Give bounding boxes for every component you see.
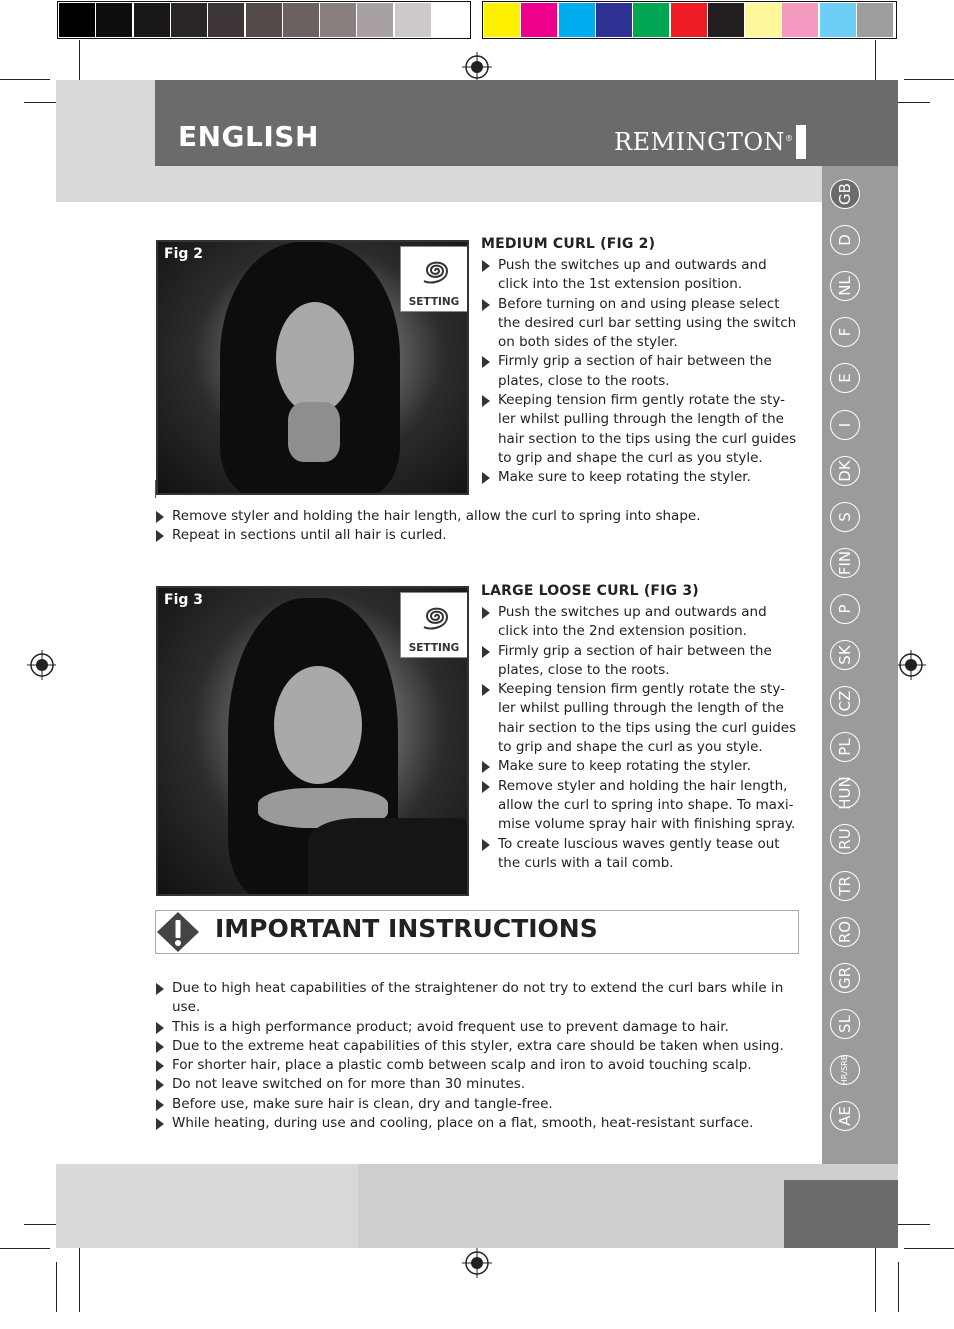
medium-curl-steps-continued bbox=[155, 507, 795, 546]
color-swatch bbox=[484, 3, 520, 37]
language-tab-nl[interactable]: NL bbox=[830, 271, 860, 301]
list-item: Keeping tension firm gently rotate the sty-ler whilst pulling through the length of the hair section to the tips using the curl guides to grip and shape the curl as you style. bbox=[481, 391, 801, 468]
medium-curl-title: MEDIUM CURL (FIG 2) bbox=[481, 236, 656, 252]
language-tab-tr[interactable]: TR bbox=[830, 871, 860, 901]
gray-swatch bbox=[96, 3, 132, 37]
list-item: Before use, make sure hair is clean, dry and tangle-free. bbox=[155, 1095, 785, 1114]
language-tab-sk[interactable]: SK bbox=[830, 640, 860, 670]
list-item: Make sure to keep rotating the styler. bbox=[481, 757, 801, 776]
color-swatch bbox=[633, 3, 669, 37]
registered-mark: ® bbox=[785, 134, 794, 143]
brand-bar bbox=[796, 125, 806, 159]
language-tab-f[interactable]: F bbox=[830, 317, 860, 347]
language-tab-hr-srb[interactable]: HR/SRB bbox=[830, 1055, 860, 1085]
list-item: Keeping tension firm gently rotate the sty-ler whilst pulling through the length of the hair section to the tips using the curl guides to grip and shape the curl as you style. bbox=[481, 680, 801, 757]
important-title: IMPORTANT INSTRUCTIONS bbox=[215, 914, 598, 943]
setting-label: SETTING bbox=[408, 642, 460, 654]
gray-swatch bbox=[59, 3, 95, 37]
list-item: Push the switches up and outwards and click into the 2nd extension position. bbox=[481, 603, 801, 642]
language-tab-e[interactable]: E bbox=[830, 363, 860, 393]
language-tab-s[interactable]: S bbox=[830, 502, 860, 532]
color-swatch bbox=[708, 3, 744, 37]
list-item: Remove styler and holding the hair length, allow the curl to spring into shape. bbox=[155, 507, 795, 526]
color-swatch bbox=[745, 3, 781, 37]
fig-label: Fig 3 bbox=[164, 592, 203, 608]
color-swatch bbox=[782, 3, 818, 37]
list-item: To create luscious waves gently tease out the curls with a tail comb. bbox=[481, 835, 801, 874]
warning-icon bbox=[156, 911, 200, 953]
large-loose-curl-steps bbox=[481, 603, 801, 873]
list-item: Firmly grip a section of hair between the plates, close to the roots. bbox=[481, 352, 801, 391]
brand-logo bbox=[614, 128, 794, 156]
list-item: Firmly grip a section of hair between the plates, close to the roots. bbox=[481, 642, 801, 681]
language-tab-gr[interactable]: GR bbox=[830, 963, 860, 993]
language-tab-ru[interactable]: RU bbox=[830, 824, 860, 854]
language-tab-i[interactable]: I bbox=[830, 410, 860, 440]
fig-3-photo bbox=[156, 586, 469, 896]
fig-2-photo bbox=[156, 240, 469, 495]
language-tab-sl[interactable]: SL bbox=[830, 1009, 860, 1039]
important-instructions-list bbox=[155, 979, 785, 1133]
gray-swatch bbox=[171, 3, 207, 37]
color-swatch bbox=[671, 3, 707, 37]
language-tab-ro[interactable]: RO bbox=[830, 917, 860, 947]
language-tab-fin[interactable]: FIN bbox=[830, 548, 860, 578]
list-item: Push the switches up and outwards and click into the 1st extension position. bbox=[481, 256, 801, 295]
language-tab-hun[interactable]: HUN bbox=[830, 778, 860, 808]
language-tab-pl[interactable]: PL bbox=[830, 732, 860, 762]
gray-swatch bbox=[208, 3, 244, 37]
language-tab-dk[interactable]: DK bbox=[830, 456, 860, 486]
large-loose-curl-title: LARGE LOOSE CURL (FIG 3) bbox=[481, 583, 699, 599]
registration-mark-icon bbox=[462, 1248, 492, 1278]
setting-indicator bbox=[400, 246, 468, 312]
language-tab-p[interactable]: P bbox=[830, 594, 860, 624]
gray-swatch bbox=[357, 3, 393, 37]
list-item: While heating, during use and cooling, place on a flat, smooth, heat-resistant surface. bbox=[155, 1114, 785, 1133]
color-swatch bbox=[521, 3, 557, 37]
curl-spiral-icon bbox=[418, 597, 452, 637]
registration-mark-icon bbox=[896, 650, 926, 680]
registration-mark-icon bbox=[462, 52, 492, 82]
registration-mark-icon bbox=[27, 650, 57, 680]
setting-label: SETTING bbox=[408, 296, 460, 308]
gray-swatch bbox=[283, 3, 319, 37]
curl-spiral-icon bbox=[418, 251, 452, 291]
setting-indicator bbox=[400, 592, 468, 658]
language-tab-cz[interactable]: CZ bbox=[830, 686, 860, 716]
gray-swatch bbox=[395, 3, 431, 37]
gray-swatch bbox=[320, 3, 356, 37]
list-item: Repeat in sections until all hair is curled. bbox=[155, 526, 795, 545]
color-swatch bbox=[820, 3, 856, 37]
color-swatch bbox=[857, 3, 893, 37]
fig-label: Fig 2 bbox=[164, 246, 203, 262]
list-item: For shorter hair, place a plastic comb between scalp and iron to avoid touching scalp. bbox=[155, 1056, 785, 1075]
brand-name: REMINGTON bbox=[614, 128, 785, 156]
list-item: Due to high heat capabilities of the straightener do not try to extend the curl bars while in use. bbox=[155, 979, 785, 1018]
color-swatch bbox=[559, 3, 595, 37]
medium-curl-steps bbox=[481, 256, 801, 488]
list-item: Remove styler and holding the hair length, allow the curl to spring into shape. To maxi-mise volume spray hair with finishing spray. bbox=[481, 777, 801, 835]
gray-swatch bbox=[246, 3, 282, 37]
page-number-block bbox=[784, 1180, 898, 1248]
language-tab-d[interactable]: D bbox=[830, 225, 860, 255]
list-item: Before turning on and using please select the desired curl bar setting using the switch on both sides of the styler. bbox=[481, 295, 801, 353]
color-swatch bbox=[596, 3, 632, 37]
list-item: This is a high performance product; avoid frequent use to prevent damage to hair. bbox=[155, 1018, 785, 1037]
language-tab-ae[interactable]: AE bbox=[830, 1101, 860, 1131]
gray-swatch bbox=[134, 3, 170, 37]
list-item: Do not leave switched on for more than 30 minutes. bbox=[155, 1075, 785, 1094]
page-title: ENGLISH bbox=[178, 120, 319, 153]
divider bbox=[155, 480, 156, 498]
list-item: Due to the extreme heat capabilities of this styler, extra care should be taken when using. bbox=[155, 1037, 785, 1056]
gray-swatch bbox=[432, 3, 468, 37]
list-item: Make sure to keep rotating the styler. bbox=[481, 468, 801, 487]
language-tab-gb[interactable]: GB bbox=[830, 179, 860, 209]
